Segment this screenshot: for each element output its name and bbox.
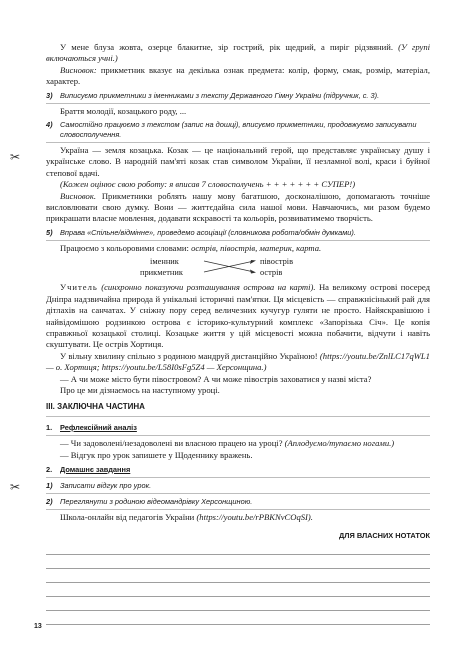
notes-area <box>46 541 430 625</box>
task-5: 5) Вправа «Спільне/відмінне», проведемо асоціації (словникова робота/обмін думками). <box>46 228 430 241</box>
note-line <box>46 611 430 625</box>
section-title: ІІІ. ЗАКЛЮЧНА ЧАСТИНА <box>46 399 430 416</box>
assoc-right-bottom: острів <box>260 268 283 278</box>
note-line <box>46 583 430 597</box>
note-line <box>46 555 430 569</box>
assoc-left-top: іменник <box>150 257 179 267</box>
note-line <box>46 569 430 583</box>
assoc-left-bottom: прикметник <box>140 268 183 278</box>
subsection-reflexion: 1. Рефлексійний аналіз <box>46 419 430 436</box>
school-online: Школа-онлайн від педагогів України (https://youtu.be/rPBKNvCOqSI). <box>60 512 313 523</box>
scissors-icon: ✂ <box>10 150 21 164</box>
assoc-right-top: півострів <box>260 257 294 267</box>
task-4-eval: (Кожен оцінює свою роботу: я вписав 7 словосполучень + + + + + + + СУПЕР!) <box>60 179 356 190</box>
homework-item-1: 1) Записати відгук про урок. <box>46 481 430 494</box>
reflexion-feedback: — Відгук про урок запишете у Щоденнику вражень. <box>60 449 253 460</box>
page-number: 13 <box>34 623 42 630</box>
question: — А чи може місто бути півостровом? А чи може півострів заховатися у назві міста? <box>60 373 372 384</box>
conclusion: Висновок: прикметник вказує на декілька ознак предмета: колір, форму, смак, розмір, матеріал, характер. <box>46 64 430 87</box>
task-3-answer: Браття молодії, козацького роду, ... <box>60 105 187 116</box>
page-content <box>46 42 430 625</box>
note-line <box>46 597 430 611</box>
note-line <box>46 541 430 555</box>
task-4: 4) Самостійно працюємо з текстом (запис на дошці), вписуємо прикметники, продовжуємо записувати словосполучення. <box>46 120 430 143</box>
next-lesson: Про це ми дізнаємось на наступному уроці. <box>60 384 220 395</box>
association-diagram <box>46 256 430 278</box>
association-arrows <box>46 256 430 278</box>
task-4-text: Україна — земля козацька. Козак — це національний герой, що представляє українську душу і українське слово. В народній пам'яті козак став символом України, її незламної волі, краси і буйної степової вдачі. <box>46 145 430 178</box>
scissors-icon: ✂ <box>10 480 21 494</box>
reflexion-question: — Чи задоволені/незадоволені ви власною працею на уроці? (Аплодуємо/тупаємо ногами.) <box>60 438 395 449</box>
homework-item-2: 2) Переглянути з родиною відеомандрівку Херсонщиною. <box>46 497 430 510</box>
teacher-paragraph: Учитель (синхронно показуючи розташування острова на карті). На великому острові посеред Дніпра надзвичайна природа й унікальні історичні пам'ятки. Ця місцевість — справжнісінький рай для дітлахів на санчатах. У сніжну пору серед величезних кучугур гуляти не просто. Найяскравішою і найвідомішою родзинкою острова є історико-культурний комплекс «Запорізька Січ». Це копія справжньої козацької столиці. Козацьке життя у цій місцевості можна побачити, відчути і навіть скуштувати. Це острів Хортиця. <box>46 282 430 350</box>
subsection-homework: 2. Домашнє завдання <box>46 461 430 478</box>
paragraph: У мене блуза жовта, озерце блакитне, зір гострий, рік щедрий, а пиріг рідзвяний. (У групі включаються учні.) <box>46 42 431 64</box>
task-4-conclusion: Висновок. Прикметники роблять нашу мову багатшою, досконалішою, допомагають точніше висловлювати свою думку. Вони — життєдайна сила нашої мови. Навчаючись, ми разом будемо прикрашати власне мовлення, додавати яскравості та кольорів, розвиватимемо творчість. <box>46 190 430 224</box>
task-5-intro: Працюємо з кольоровими словами: острів, півострів, материк, карта. <box>60 242 322 253</box>
notes-title: ДЛЯ ВЛАСНИХ НОТАТОК <box>339 530 430 540</box>
trip-paragraph: У вільну хвилину спільно з родиною мандруй дистанційно Україною! (https://youtu.be/ZnlLC17qWL1 — о. Хортиця; https://youtu.be/L58I0sFg5Z4 — Херсонщина.) <box>46 350 430 373</box>
task-3: 3) Виписуємо прикметники з іменниками з тексту Державного Гімну України (підручник, с. 3). <box>46 91 430 104</box>
